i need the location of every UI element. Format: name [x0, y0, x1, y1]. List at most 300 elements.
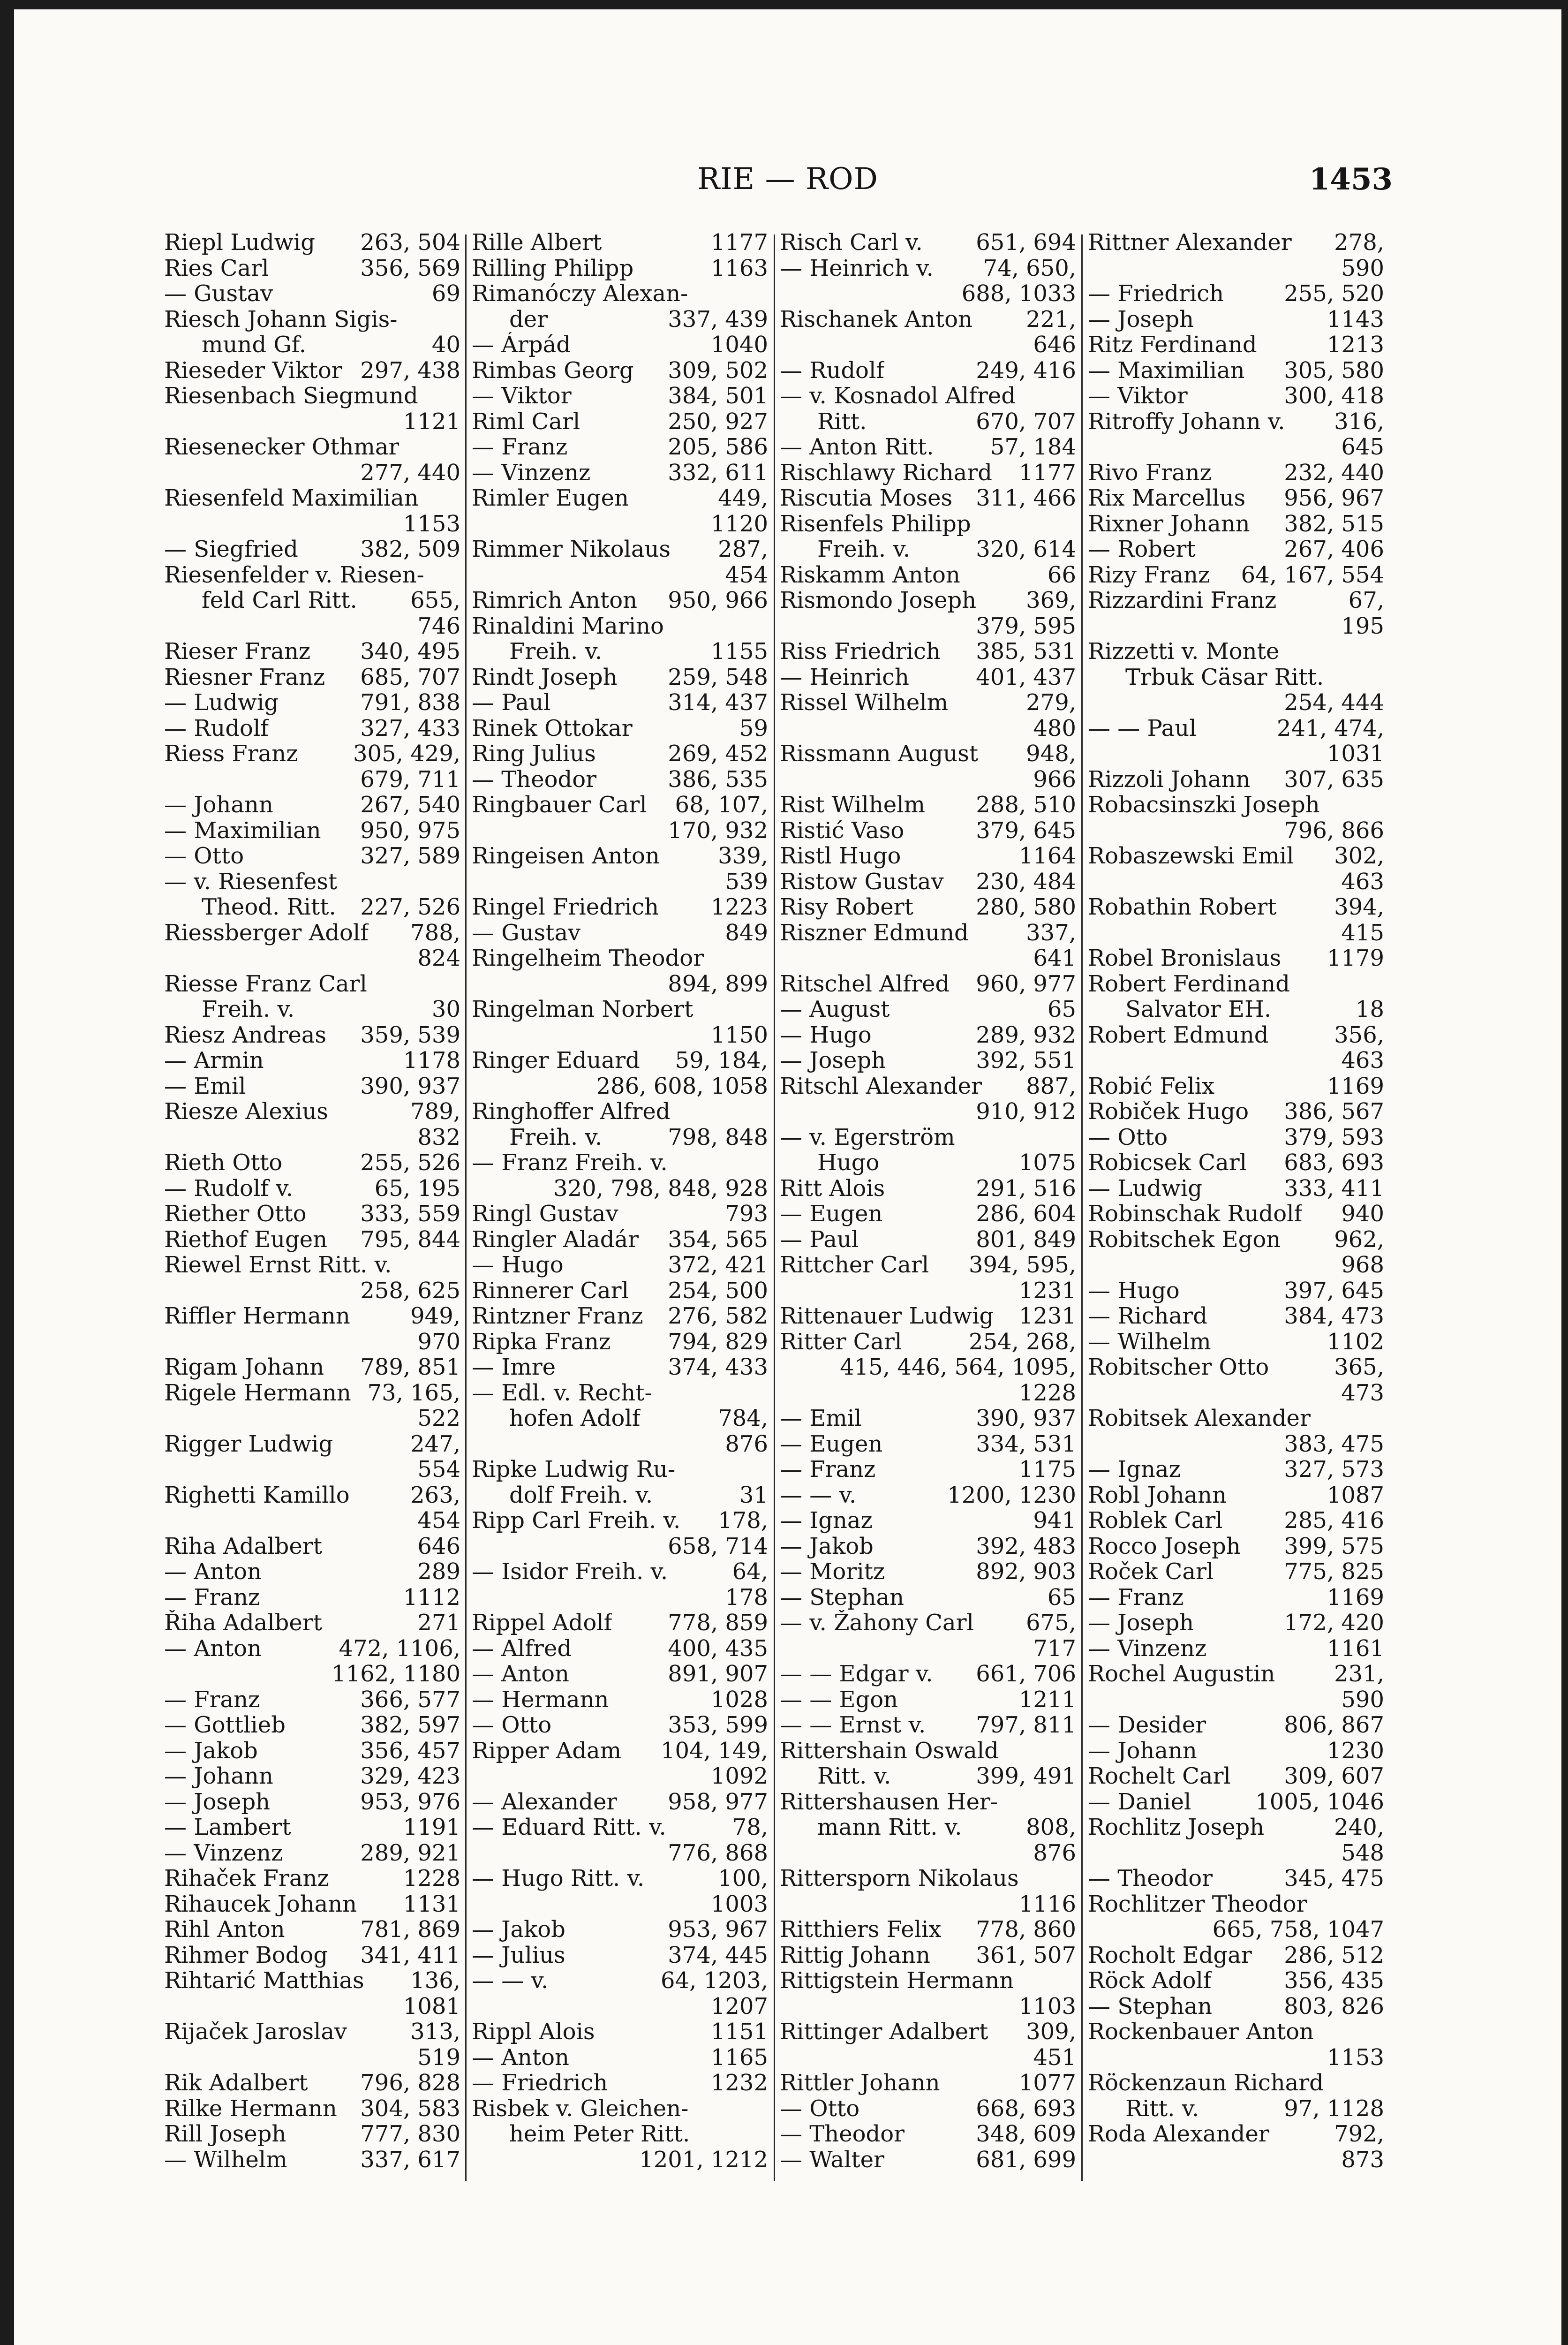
index-entry — [1088, 383, 1384, 409]
entry-pages: 337, 617 — [360, 2146, 460, 2173]
index-entry — [780, 2121, 1076, 2147]
entry-pages: 136, — [410, 1967, 460, 1994]
index-entry — [1088, 1201, 1384, 1227]
entry-name: — Otto — [472, 1712, 552, 1738]
entry-pages: 1165 — [710, 2044, 768, 2071]
index-entry-continuation: 415, 446, 564, 1095, — [840, 1354, 1076, 1380]
index-entry — [1088, 1457, 1384, 1483]
entry-pages: 1211 — [1018, 1686, 1076, 1713]
index-entry-continuation: 1150 — [710, 1021, 768, 1048]
entry-name: Rinnerer Carl — [472, 1278, 629, 1303]
index-entry — [164, 1048, 460, 1074]
index-entry — [1088, 1815, 1384, 1840]
index-entry — [472, 256, 768, 281]
entry-name: Ringbauer Carl — [472, 792, 647, 818]
entry-name: — Jakob — [472, 1917, 565, 1943]
entry-pages: 1177 — [1018, 459, 1076, 486]
entry-name: Rittenauer Ludwig — [780, 1303, 994, 1329]
index-entry — [472, 1278, 768, 1304]
entry-name: Rocco Joseph — [1088, 1533, 1241, 1559]
entry-pages: 320, 614 — [976, 536, 1076, 562]
entry-pages: 365, — [1334, 1354, 1384, 1380]
entry-name: — Edl. v. Recht- — [472, 1380, 652, 1406]
entry-pages: 332, 611 — [668, 459, 768, 486]
entry-pages: 309, — [1026, 2019, 1076, 2045]
entry-pages: 73, 165, — [367, 1379, 460, 1406]
entry-name: — Vinzenz — [164, 1840, 283, 1866]
entry-name: Ringl Gustav — [472, 1201, 618, 1227]
index-entry — [164, 1636, 460, 1662]
column-divider — [774, 234, 775, 2181]
index-entry — [164, 997, 460, 1022]
entry-name: — Hugo — [780, 1022, 872, 1048]
entry-name: Robitsek Alexander — [1088, 1406, 1311, 1431]
entry-name: Ritz Ferdinand — [1088, 332, 1257, 358]
index-entry — [164, 1380, 460, 1406]
entry-pages: 329, 423 — [360, 1763, 460, 1789]
entry-pages: 392, 551 — [976, 1047, 1076, 1074]
entry-name: feld Carl Ritt. — [202, 588, 357, 613]
entry-pages: 806, 867 — [1284, 1712, 1384, 1738]
entry-name: Ritthiers Felix — [780, 1917, 942, 1943]
entry-name: Ritt. — [817, 408, 867, 434]
entry-name: Rigger Ludwig — [164, 1431, 333, 1457]
entry-pages: 353, 599 — [668, 1712, 768, 1738]
index-entry — [780, 1048, 1076, 1074]
index-entry — [472, 1917, 768, 1943]
index-entry — [472, 1483, 768, 1508]
entry-name: Roda Alexander — [1088, 2121, 1269, 2147]
index-entry-continuation: 910, 912 — [976, 1098, 1076, 1125]
entry-name: — Emil — [164, 1073, 246, 1099]
entry-name: — Robert — [1088, 537, 1196, 562]
index-entry — [1088, 1891, 1384, 1917]
entry-pages: 348, 609 — [976, 2121, 1076, 2147]
entry-name: Rihaček Franz — [164, 1866, 329, 1891]
index-entry — [472, 1457, 768, 1483]
index-entry — [472, 1687, 768, 1713]
entry-pages: 356, — [1334, 1021, 1384, 1048]
index-entry — [472, 1968, 768, 1994]
entry-pages: 297, 438 — [360, 357, 460, 384]
entry-pages: 956, 967 — [1284, 485, 1384, 511]
index-entry — [780, 1125, 1076, 1150]
entry-pages: 232, 440 — [1284, 459, 1384, 486]
entry-name: Rieseder Viktor — [164, 357, 342, 383]
index-entry-continuation: 876 — [725, 1430, 768, 1457]
entry-name: Riepl Ludwig — [164, 230, 315, 256]
entry-pages: 949, — [410, 1303, 460, 1329]
index-entry — [472, 792, 768, 818]
index-entry-continuation: 454 — [417, 1507, 460, 1534]
index-entry — [780, 358, 1076, 384]
entry-name: — — v. — [472, 1968, 549, 1994]
entry-pages: 65, 195 — [374, 1175, 460, 1202]
entry-pages: 288, 510 — [976, 792, 1076, 818]
entry-name: — v. Egerström — [780, 1124, 955, 1150]
entry-name: — Walter — [780, 2147, 885, 2172]
index-entry-continuation: 522 — [417, 1405, 460, 1431]
entry-pages: 327, 589 — [360, 843, 460, 869]
entry-pages: 797, 811 — [976, 1712, 1076, 1738]
entry-pages: 778, 859 — [668, 1610, 768, 1636]
index-entry — [164, 1943, 460, 1968]
index-entry — [164, 1917, 460, 1943]
entry-name: — Franz — [1088, 1584, 1184, 1610]
entry-name: Rochlitzer Theodor — [1088, 1891, 1307, 1917]
entry-name: Ringer Eduard — [472, 1048, 640, 1074]
entry-name: Rimbas Georg — [472, 357, 634, 383]
index-entry-continuation: 463 — [1341, 868, 1384, 895]
entry-name: Riskamm Anton — [780, 562, 960, 588]
entry-name: Trbuk Cäsar Ritt. — [1125, 664, 1324, 690]
index-entry — [780, 2070, 1076, 2096]
index-entry — [1088, 1585, 1384, 1611]
entry-name: Freih. v. — [817, 537, 911, 562]
entry-pages: 345, 475 — [1284, 1865, 1384, 1891]
entry-pages: 1175 — [1018, 1456, 1076, 1483]
entry-name: — — Egon — [780, 1687, 898, 1712]
index-entry — [1088, 1074, 1384, 1099]
entry-name: — Ludwig — [1088, 1175, 1202, 1201]
index-entry — [164, 1227, 460, 1253]
index-entry — [472, 1943, 768, 1968]
entry-name: — Jakob — [780, 1533, 874, 1559]
index-entry — [1088, 1661, 1384, 1687]
index-entry — [472, 434, 768, 460]
entry-pages: 276, 582 — [668, 1303, 768, 1329]
index-entry — [472, 230, 768, 256]
entry-pages: 392, 483 — [976, 1533, 1076, 1559]
entry-pages: 1231 — [1018, 1303, 1076, 1329]
index-entry — [164, 434, 460, 460]
entry-pages: 66 — [1047, 561, 1076, 588]
entry-pages: 646 — [417, 1533, 460, 1559]
index-entry — [164, 2121, 460, 2147]
index-entry — [472, 1125, 768, 1150]
entry-name: Ristić Vaso — [780, 817, 905, 843]
index-column-3 — [780, 230, 1076, 2172]
entry-name: — Anton — [472, 1661, 569, 1687]
column-divider — [1081, 234, 1083, 2181]
entry-pages: 960, 977 — [976, 970, 1076, 997]
entry-name: — — Edgar v. — [780, 1661, 933, 1687]
entry-name: Rintzner Franz — [472, 1303, 643, 1329]
entry-pages: 1191 — [403, 1814, 460, 1840]
entry-name: — Ignaz — [780, 1508, 873, 1534]
index-entry-continuation: 379, 595 — [976, 613, 1076, 639]
entry-pages: 1075 — [1018, 1150, 1076, 1176]
index-entry-continuation: 824 — [417, 945, 460, 971]
entry-name: Riesenecker Othmar — [164, 434, 400, 460]
entry-pages: 775, 825 — [1284, 1558, 1384, 1585]
entry-name: Freih. v. — [202, 997, 295, 1022]
entry-pages: 366, 577 — [360, 1686, 460, 1713]
entry-name: — Richard — [1088, 1303, 1207, 1329]
index-entry — [164, 307, 460, 333]
entry-pages: 97, 1128 — [1284, 2095, 1384, 2122]
index-entry — [472, 332, 768, 358]
entry-name: Rittig Johann — [780, 1942, 930, 1968]
entry-pages: 1232 — [710, 2070, 768, 2096]
entry-pages: 291, 516 — [976, 1175, 1076, 1202]
entry-name: Ritt Alois — [780, 1175, 885, 1201]
entry-name: Rivo Franz — [1088, 460, 1212, 485]
index-entry — [1088, 997, 1384, 1022]
index-entry — [780, 1534, 1076, 1559]
entry-name: — Desider — [1088, 1712, 1206, 1738]
index-entry-continuation: 645 — [1341, 434, 1384, 460]
entry-name: — Paul — [472, 690, 551, 716]
entry-pages: 255, 526 — [360, 1150, 460, 1176]
entry-pages: 1155 — [710, 638, 768, 665]
entry-name: Rihl Anton — [164, 1917, 285, 1943]
entry-name: — Joseph — [1088, 1610, 1194, 1636]
index-entry — [1088, 894, 1384, 920]
index-entry — [164, 665, 460, 690]
entry-name: Riss Friedrich — [780, 639, 941, 665]
entry-name: Ripka Franz — [472, 1329, 611, 1354]
entry-name: Riether Otto — [164, 1201, 307, 1227]
entry-pages: 334, 531 — [976, 1430, 1076, 1457]
entry-pages: 78, — [732, 1814, 768, 1840]
index-entry — [780, 1687, 1076, 1713]
entry-name: Theod. Ritt. — [202, 894, 336, 920]
index-entry-continuation: 894, 899 — [668, 970, 768, 997]
index-entry — [1088, 1022, 1384, 1048]
entry-pages: 369, — [1026, 587, 1076, 613]
entry-name: — Viktor — [472, 383, 572, 409]
entry-name: Rischlawy Richard — [780, 460, 992, 485]
entry-name: Rimler Eugen — [472, 485, 629, 511]
index-entry — [1088, 230, 1384, 256]
entry-pages: 651, 694 — [976, 229, 1076, 256]
entry-pages: 384, 473 — [1284, 1303, 1384, 1329]
index-entry — [1088, 1968, 1384, 1994]
index-entry — [780, 230, 1076, 256]
index-entry — [164, 1866, 460, 1891]
entry-pages: 1169 — [1327, 1073, 1384, 1099]
entry-pages: 311, 466 — [976, 485, 1076, 511]
index-entry — [780, 971, 1076, 997]
entry-name: — — Paul — [1088, 715, 1197, 741]
entry-pages: 361, 507 — [976, 1942, 1076, 1968]
index-entry-continuation: 170, 932 — [668, 817, 768, 844]
entry-pages: 386, 535 — [668, 766, 768, 793]
index-entry — [164, 358, 460, 384]
entry-name: Ritt. v. — [1125, 2095, 1199, 2121]
entry-pages: 379, 645 — [976, 817, 1076, 844]
entry-name: Rixner Johann — [1088, 511, 1250, 537]
entry-pages: 74, 650, — [983, 255, 1076, 281]
entry-name: Riha Adalbert — [164, 1533, 323, 1559]
entry-name: — Johann — [164, 1763, 273, 1789]
entry-pages: 683, 693 — [1284, 1150, 1384, 1176]
index-entry — [780, 869, 1076, 895]
entry-name: — v. Kosnadol Alfred — [780, 383, 1016, 409]
entry-pages: 792, — [1334, 2121, 1384, 2147]
entry-pages: 279, — [1026, 689, 1076, 716]
index-entry — [1088, 281, 1384, 307]
entry-pages: 333, 411 — [1284, 1175, 1384, 1202]
index-entry — [472, 1712, 768, 1738]
entry-pages: 382, 515 — [1284, 510, 1384, 537]
entry-name: — — v. — [780, 1482, 857, 1508]
entry-pages: 791, 838 — [360, 689, 460, 716]
entry-name: Rindt Joseph — [472, 664, 618, 690]
entry-name: Freih. v. — [509, 639, 603, 665]
index-entry — [1088, 639, 1384, 665]
entry-name: — Hermann — [472, 1687, 609, 1712]
index-entry — [780, 1866, 1076, 1891]
entry-pages: 1230 — [1327, 1737, 1384, 1764]
entry-pages: 784, — [718, 1405, 768, 1431]
entry-pages: 941 — [1033, 1507, 1076, 1534]
entry-pages: 1169 — [1327, 1584, 1384, 1611]
entry-name: Rismondo Joseph — [780, 588, 977, 613]
index-entry — [164, 230, 460, 256]
index-entry — [472, 1789, 768, 1815]
entry-pages: 397, 645 — [1284, 1277, 1384, 1304]
entry-pages: 300, 418 — [1284, 383, 1384, 409]
index-entry — [780, 1559, 1076, 1585]
entry-pages: 64, 1203, — [660, 1967, 768, 1994]
entry-pages: 289, 921 — [360, 1839, 460, 1866]
entry-pages: 472, 1106, — [339, 1635, 460, 1662]
entry-name: Rizzoli Johann — [1088, 766, 1251, 792]
index-entry — [472, 1815, 768, 1840]
index-entry — [780, 485, 1076, 511]
index-entry — [472, 997, 768, 1022]
index-entry — [1088, 1534, 1384, 1559]
index-column-2 — [472, 230, 768, 2172]
index-entry — [780, 1968, 1076, 1994]
column-divider — [465, 234, 467, 2181]
entry-name: — Franz — [472, 434, 568, 460]
entry-name: Robathin Robert — [1088, 894, 1277, 920]
entry-name: Rieth Otto — [164, 1150, 283, 1176]
entry-name: Rittinger Adalbert — [780, 2019, 988, 2045]
entry-name: Ritschl Alexander — [780, 1073, 982, 1099]
entry-pages: 64, — [732, 1558, 768, 1585]
entry-pages: 68, 107, — [675, 792, 768, 818]
index-entry — [164, 1687, 460, 1713]
index-entry — [164, 1201, 460, 1227]
index-entry — [780, 1406, 1076, 1431]
entry-pages: 263, 504 — [360, 229, 460, 256]
index-entry-continuation: 746 — [417, 613, 460, 639]
entry-pages: 339, — [718, 843, 768, 869]
entry-pages: 789, 851 — [360, 1354, 460, 1380]
entry-name: — Otto — [1088, 1124, 1168, 1150]
entry-pages: 269, 452 — [668, 741, 768, 767]
entry-name: — Julius — [472, 1942, 565, 1968]
entry-pages: 892, 903 — [976, 1558, 1076, 1585]
index-entry — [472, 2045, 768, 2071]
index-entry — [164, 971, 460, 997]
index-entry — [780, 741, 1076, 767]
index-entry — [1088, 307, 1384, 333]
index-entry — [164, 2019, 460, 2045]
entry-pages: 372, 421 — [668, 1252, 768, 1278]
index-entry — [164, 1099, 460, 1125]
entry-name: mann Ritt. v. — [817, 1815, 962, 1840]
entry-pages: 337, 439 — [668, 306, 768, 333]
entry-pages: 1102 — [1327, 1328, 1384, 1355]
entry-pages: 794, 829 — [668, 1328, 768, 1355]
entry-pages: 172, 420 — [1284, 1610, 1384, 1636]
entry-name: — Gustav — [472, 920, 581, 946]
entry-name: Röckenzaun Richard — [1088, 2070, 1324, 2096]
index-entry — [780, 2019, 1076, 2045]
entry-name: Ringler Aladár — [472, 1226, 639, 1252]
index-entry — [780, 1457, 1076, 1483]
entry-pages: 240, — [1334, 1814, 1384, 1840]
index-entry — [1088, 1354, 1384, 1380]
entry-name: — Isidor Freih. v. — [472, 1559, 668, 1585]
entry-name: Rissmann August — [780, 741, 979, 767]
entry-name: Riesner Franz — [164, 664, 325, 690]
index-entry — [472, 2096, 768, 2122]
index-entry-continuation: 454 — [725, 561, 768, 588]
entry-name: — Stephan — [780, 1584, 905, 1610]
entry-pages: 1151 — [710, 2019, 768, 2045]
index-entry-continuation: 277, 440 — [360, 459, 460, 486]
entry-name: Riesenbach Siegmund — [164, 383, 418, 409]
entry-pages: 309, 502 — [668, 357, 768, 384]
entry-pages: 950, 966 — [668, 587, 768, 613]
index-entry — [472, 2019, 768, 2045]
index-entry-continuation: 641 — [1033, 945, 1076, 971]
entry-name: Robitschek Egon — [1088, 1226, 1281, 1252]
entry-pages: 781, 869 — [360, 1916, 460, 1943]
entry-pages: 341, 411 — [360, 1942, 460, 1968]
entry-name: Ripp Carl Freih. v. — [472, 1508, 681, 1534]
entry-name: Ring Julius — [472, 741, 596, 767]
index-entry — [164, 1738, 460, 1764]
entry-name: dolf Freih. v. — [509, 1482, 653, 1508]
index-entry — [1088, 1099, 1384, 1125]
entry-pages: 808, — [1026, 1814, 1076, 1840]
index-entry — [164, 1789, 460, 1815]
entry-name: Rochel Augustin — [1088, 1661, 1275, 1687]
index-entry — [472, 920, 768, 946]
entry-pages: 305, 580 — [1284, 357, 1384, 384]
index-entry — [472, 460, 768, 486]
entry-pages: 891, 907 — [668, 1661, 768, 1687]
entry-pages: 254, 500 — [668, 1277, 768, 1304]
index-entry — [164, 2096, 460, 2122]
index-entry — [472, 1559, 768, 1585]
entry-pages: 400, 435 — [668, 1635, 768, 1662]
entry-name: — Anton — [164, 1635, 262, 1661]
index-entry — [1088, 1712, 1384, 1738]
entry-name: — Rudolf — [780, 357, 885, 383]
entry-pages: 30 — [431, 996, 460, 1022]
entry-name: Rittersporn Nikolaus — [780, 1866, 1019, 1891]
entry-pages: 302, — [1334, 843, 1384, 869]
entry-name: Rippl Alois — [472, 2019, 595, 2045]
entry-name: — Alexander — [472, 1789, 618, 1815]
index-entry — [164, 1252, 460, 1278]
index-column-1 — [164, 230, 460, 2172]
index-entry — [472, 1099, 768, 1125]
entry-name: Rimrich Anton — [472, 588, 638, 613]
index-entry — [164, 818, 460, 844]
page-number: 1453 — [1309, 162, 1393, 197]
index-entry — [472, 639, 768, 665]
entry-name: — Johann — [164, 792, 273, 818]
